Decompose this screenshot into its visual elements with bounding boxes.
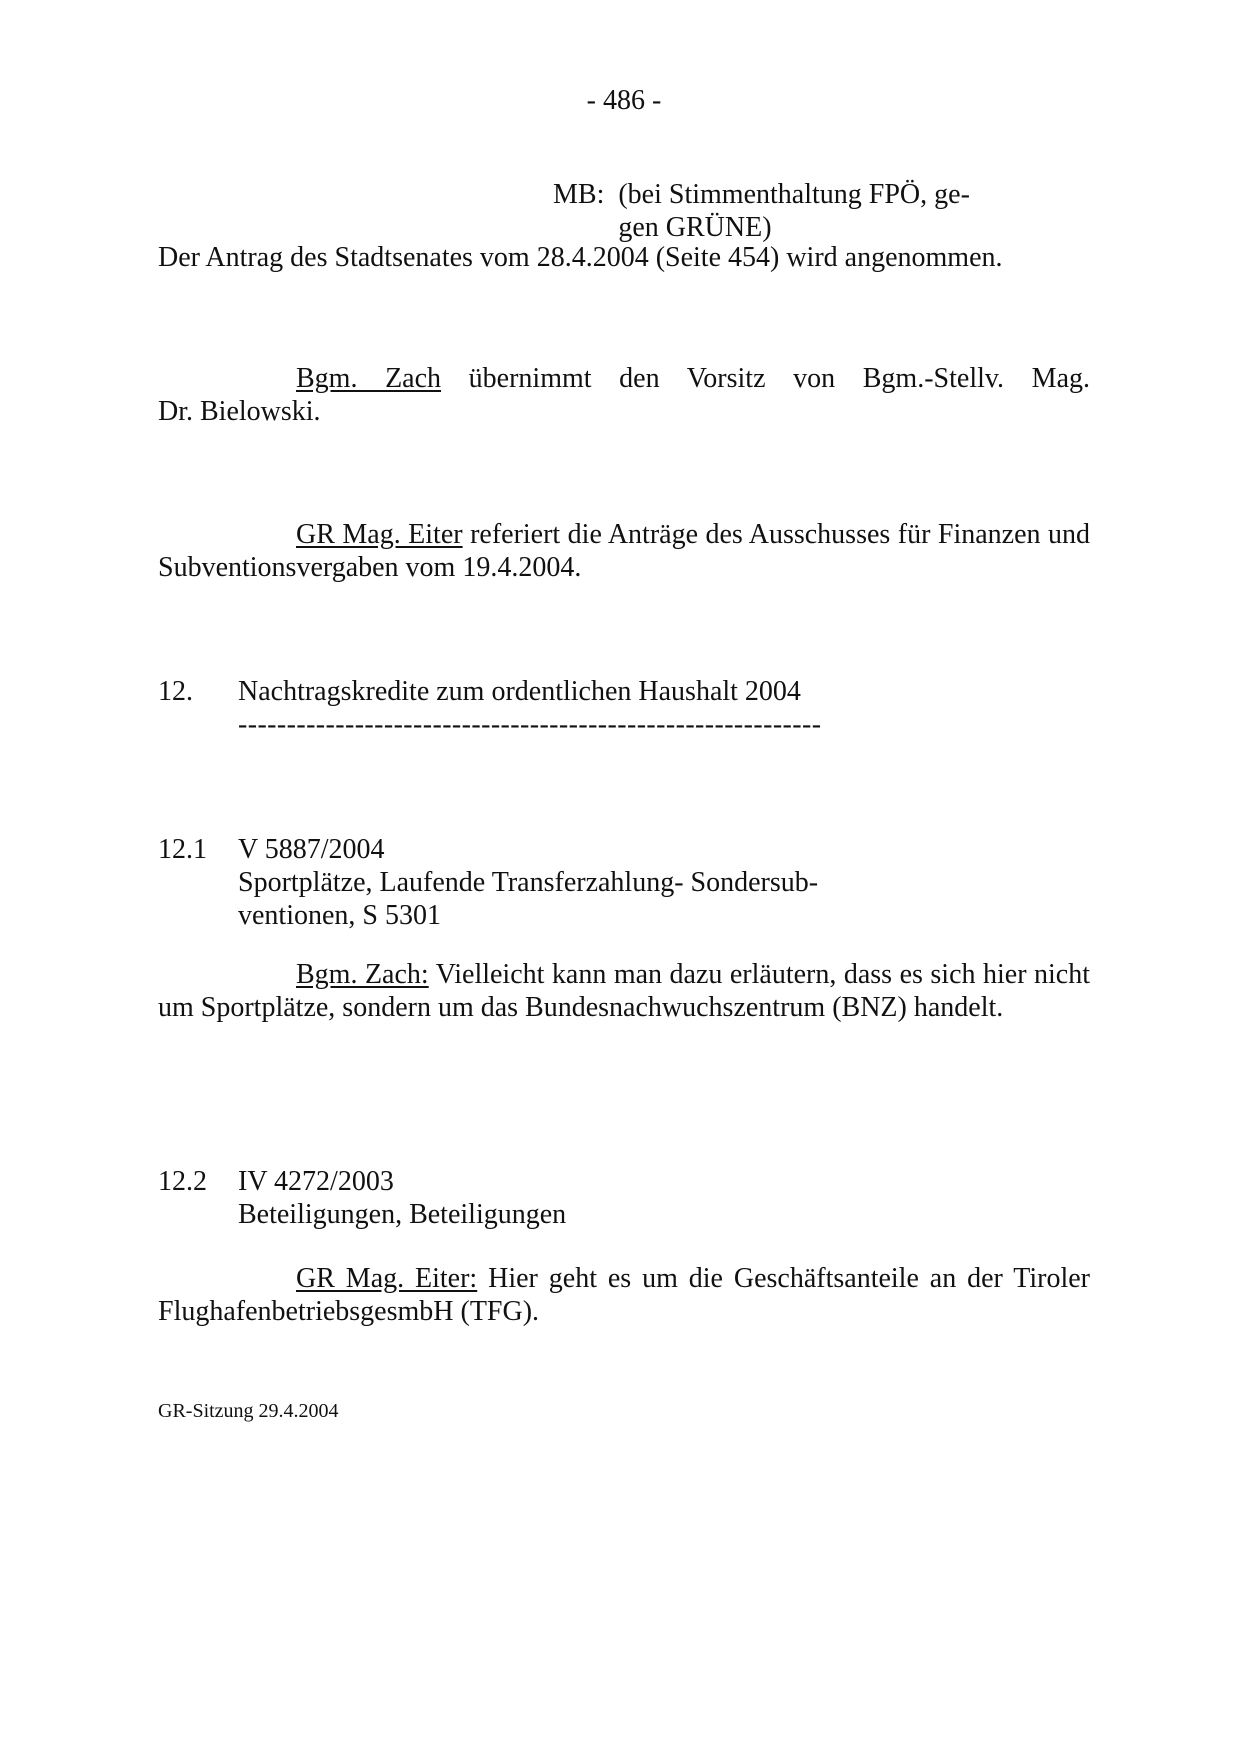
page-footer [158, 1399, 339, 1423]
agenda-item-12-2-reference: IV 4272/2003 [238, 1166, 394, 1197]
agenda-item-12-body [238, 675, 821, 741]
agenda-item-12 [158, 675, 1090, 741]
page-number-text: - 486 - [586, 85, 662, 116]
vote-note-line2: gen GRÜNE) [618, 212, 772, 243]
decision-text: Der Antrag des Stadtsenates vom 28.4.2004 (Seite 454) wird angenommen. [158, 242, 1003, 273]
chair-change-text: übernimmt den Vorsitz von Bgm.-Stellv. Mag. [441, 363, 1091, 394]
agenda-item-12-2-number: 12.2 [158, 1166, 207, 1197]
speech-zach-speaker: Bgm. Zach: [296, 959, 429, 990]
agenda-item-12-1-body [238, 833, 818, 932]
paragraph-decision [158, 241, 1090, 274]
agenda-item-12-2-subject-line1: Beteiligungen, Beteiligungen [238, 1199, 567, 1230]
speech-eiter-speaker: GR Mag. Eiter: [296, 1263, 478, 1294]
agenda-item-12-2 [158, 1165, 1090, 1231]
vote-result-note [553, 178, 970, 244]
speech-zach-text: Vielleicht kann man dazu erläutern, dass es sich hier nicht um Sportplätze, sondern um das Bundesnachwuchszentrum (BNZ) handelt. [158, 959, 1091, 1023]
speaker-name-eiter: GR Mag. Eiter [296, 519, 463, 550]
speech-eiter-text: Hier geht es um die Geschäftsanteile an der Tiroler FlughafenbetriebsgesmbH (TFG). [158, 1263, 1091, 1327]
speech-eiter [158, 1262, 1090, 1328]
agenda-item-12-1-subject-line1: Sportplätze, Laufende Transferzahlung- Sondersub- [238, 867, 819, 898]
speaker-name-zach: Bgm. Zach [296, 363, 442, 394]
agenda-item-12-1-reference: V 5887/2004 [238, 834, 385, 865]
agenda-item-12-1-number: 12.1 [158, 834, 207, 865]
paragraph-chair-change [158, 362, 1090, 428]
paragraph-referral [158, 518, 1090, 584]
speech-zach [158, 958, 1090, 1024]
agenda-item-12-1-subject-line2: ventionen, S 5301 [238, 900, 441, 931]
vote-note-line1: (bei Stimmenthaltung FPÖ, ge- [618, 179, 970, 210]
referral-text: referiert die Anträge des Ausschusses für Finanzen und Subventionsvergaben vom 19.4.2004. [158, 519, 1090, 583]
vote-note-body [604, 178, 970, 244]
page-footer-text: GR-Sitzung 29.4.2004 [158, 1400, 339, 1422]
page-number [158, 84, 1090, 117]
vote-note-label: MB: [553, 179, 605, 210]
chair-change-continued: Dr. Bielowski. [158, 396, 321, 427]
agenda-item-12-underline: ------------------------------------------------------------ [238, 709, 822, 740]
agenda-item-12-number: 12. [158, 676, 193, 707]
agenda-item-12-1 [158, 833, 1090, 932]
agenda-item-12-2-body [238, 1165, 566, 1231]
agenda-item-12-title: Nachtragskredite zum ordentlichen Haushalt 2004 [238, 676, 801, 707]
